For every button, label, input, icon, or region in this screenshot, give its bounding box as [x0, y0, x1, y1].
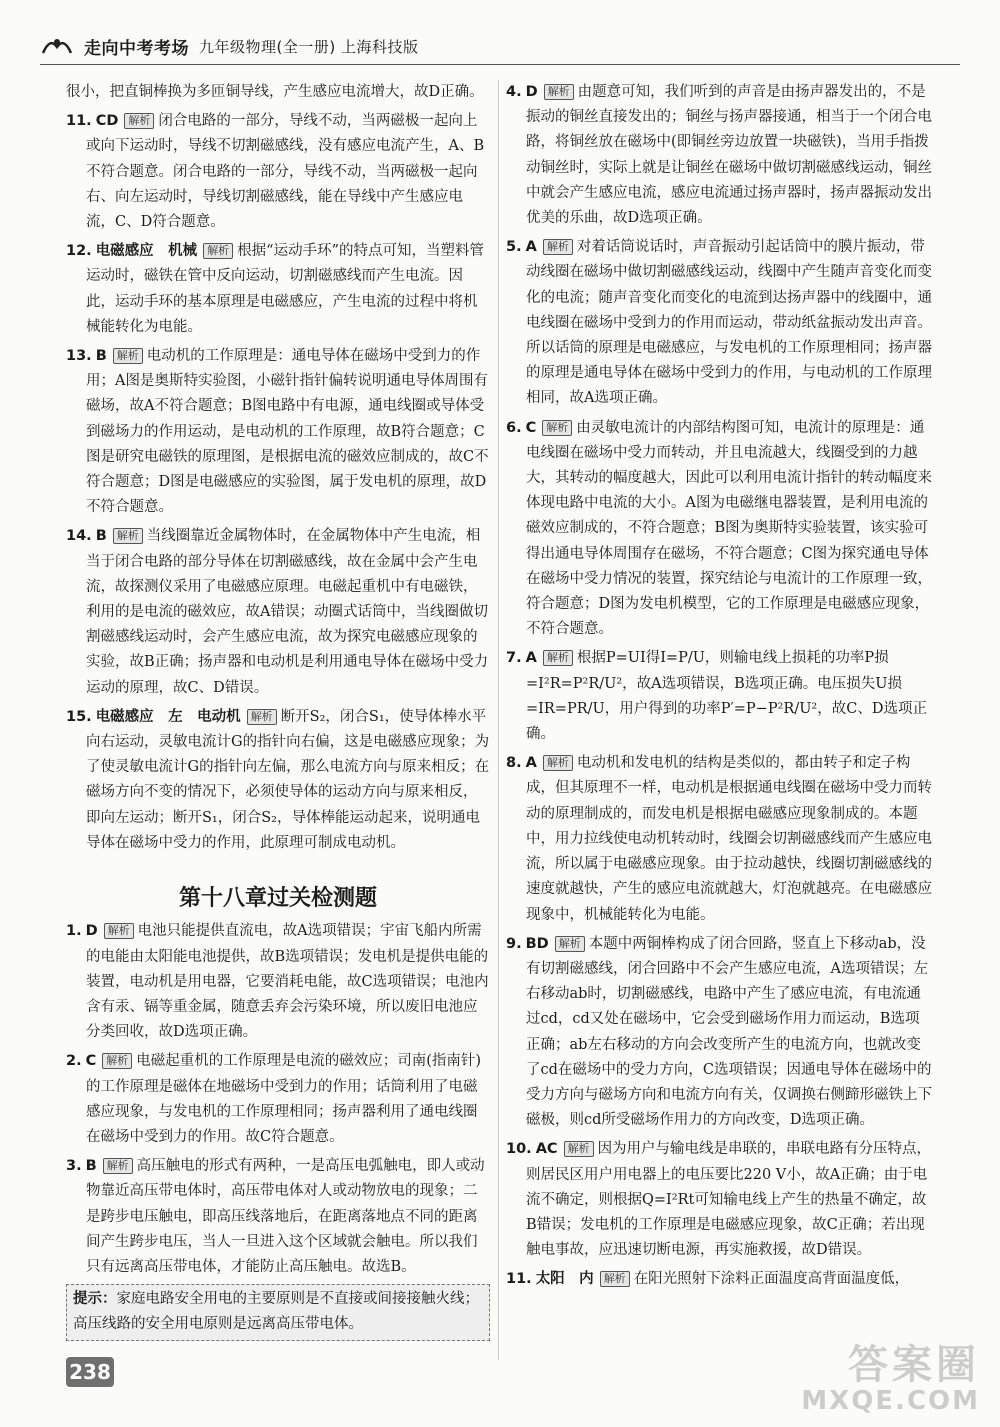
analysis-tag-icon: 解析 [247, 709, 277, 725]
tip-text: 家庭电路安全用电的主要原则是不直接或间接接触火线；高压线路的安全用电原则是远离高压带电体。 [73, 1291, 479, 1333]
question-number: 10. [506, 1141, 532, 1158]
question-number: 12. [66, 243, 92, 260]
header-subtitle: 九年级物理(全一册) 上海科技版 [199, 37, 419, 56]
answer-key: D [85, 923, 98, 940]
question-number: 6. [506, 419, 522, 436]
question-number: 9. [506, 935, 522, 952]
explanation-text: 因为用户与输电线是串联的，串联电路有分压特点，则居民区用户用电器上的电压要比220 V小，故A正确；由于电流不确定，则根据Q=I²Rt可知输电线上产生的热量不确定，故B错误；发电机的工作原理是电磁感应现象，故C正确；若出现触电事故，应迅速切断电源，再实施救援，故D错误。 [526, 1141, 932, 1259]
answer-item [506, 416, 932, 643]
explanation-text: 断开S₂，闭合S₁，使导体棒水平向右运动，灵敏电流计G的指针向右偏，这是电磁感应现象；为了使灵敏电流计G的指针向左偏，那么电流方向与原来相反；在磁场方向不变的情况下，必须使导体的运动方向与原来相反，即向左运动；断开S₁，闭合S₂，导体棒能运动起来，说明通电导体在磁场中受力的作用，此原理可制成电动机。 [86, 708, 490, 851]
explanation-text: 由灵敏电流计的内部结构图可知，电流计的原理是：通电线圈在磁场中受力而转动，并且电流越大，线圈受到的力越大，其转动的幅度越大，因此可以利用电流计指针的转动幅度来体现电路中电流的大小。A图为电磁继电器装置，是利用电流的磁效应制成的，不符合题意；B图为奥斯特实验装置，该实验可得出通电导体周围存在磁场，不符合题意；C图为探究通电导体在磁场中受力情况的装置，探究结论与电流计的工作原理一致，符合题意；D图为发电机模型，它的工作原理是电磁感应现象，不符合题意。 [526, 419, 932, 638]
answer-item [66, 1049, 490, 1150]
explanation-text: 根据P=UI得I=P/U，则输电线上损耗的功率P损=I²R=P²R/U²，故A选项错误，B选项正确。电压损失U损=IR=PR/U，用户得到的功率P′=P−P²R/U²，故C、D选项正确。 [526, 650, 927, 743]
explanation-text: 对着话筒说话时，声音振动引起话筒中的膜片振动，带动线圈在磁场中做切割磁感线运动，线圈中产生随声音变化而变化的电流；随声音变化而变化的电流到达扬声器中的线圈中，通电线圈在磁场中受到力的作用而运动，带动纸盆振动发出声音。所以话筒的原理是电磁感应，与发电机的工作原理相同；扬声器的原理是通电导体在磁场中受到力的作用，与电动机的工作原理相同，故A选项正确。 [526, 239, 932, 407]
answer-item [66, 1154, 490, 1280]
answer-key: AC [535, 1141, 558, 1158]
analysis-tag-icon: 解析 [600, 1271, 630, 1287]
tip-box [66, 1284, 490, 1340]
right-column [506, 80, 932, 1297]
analysis-tag-icon: 解析 [543, 650, 573, 666]
answer-item [506, 1267, 932, 1292]
answer-item [506, 751, 932, 927]
answer-key: 电磁感应 左 电动机 [95, 708, 241, 725]
explanation-text: 高压触电的形式有两种，一是高压电弧触电，即人或动物靠近高压带电体时，高压带电体对人或动物放电的现象；二是跨步电压触电，即高压线落地后，在距离落地点不同的距离间产生跨步电压，当人一旦进入这个区域就会触电。所以我们只有远离高压带电体，才能防止高压触电。故选B。 [86, 1158, 485, 1275]
analysis-tag-icon: 解析 [103, 1158, 133, 1174]
analysis-tag-icon: 解析 [542, 420, 572, 436]
question-number: 4. [506, 84, 522, 100]
answer-item [506, 646, 932, 747]
analysis-tag-icon: 解析 [113, 528, 143, 544]
explanation-text: 根据“运动手环”的特点可知，当塑料管运动时，磁铁在管中反向运动，切割磁感线而产生电流。因此，运动手环的基本原理是电磁感应，产生电流的过程中将机械能转化为电能。 [86, 243, 485, 335]
page-number: 238 [66, 1357, 114, 1387]
answer-item [66, 109, 490, 235]
answer-key: 电磁感应 机械 [95, 243, 198, 260]
analysis-tag-icon: 解析 [113, 348, 143, 364]
explanation-text: 电磁起重机的工作原理是电流的磁效应；司南(指南针)的工作原理是磁体在地磁场中受到力的作用；话筒利用了电磁感应现象，与发电机的工作原理相同；扬声器利用了通电线圈在磁场中受到力的作用。故C符合题意。 [86, 1053, 482, 1145]
explanation-text: 电动机和发电机的结构是类似的，都由转子和定子构成，但其原理不一样，电动机是根据通电线圈在磁场中受力而转动的原理制成的，而发电机是根据电磁感应现象制成的。本题中，用力拉线使电动机转动时，线圈会切割磁感线而产生感应电流，所以属于电磁感应现象。由于拉动越快，线圈切割磁感线的速度就越快，产生的感应电流就越大，灯泡就越亮。在电磁感应现象中，机械能转化为电能。 [526, 755, 932, 923]
analysis-tag-icon: 解析 [124, 113, 154, 129]
answer-item [506, 80, 932, 231]
answer-key: C [525, 419, 537, 436]
answer-item [66, 705, 490, 856]
answer-key: D [525, 84, 538, 100]
analysis-tag-icon: 解析 [564, 1141, 594, 1157]
answer-key: CD [95, 113, 119, 130]
analysis-tag-icon: 解析 [543, 239, 573, 255]
answer-key: B [85, 1158, 97, 1175]
answer-key: B [95, 348, 107, 365]
page-header [40, 28, 960, 65]
explanation-text: 电动机的工作原理是：通电导体在磁场中受到力的作用；A图是奥斯特实验图，小磁针指针偏转说明通电导体周围有磁场，故A不符合题意；B图电路中有电源，通电线圈或导体受到磁场力的作用运动，是电动机的工作原理，故B符合题意；C图是研究电磁铁的原理图，是根据电流的磁效应制成的，故C不符合题意；D图是电磁感应的实验图，属于发电机的原理，故D不符合题意。 [86, 348, 489, 516]
explanation-text: 由题意可知，我们听到的声音是由扬声器发出的，不是振动的铜丝直接发出的；铜丝与扬声器接通，相当于一个闭合电路，将铜丝放在磁场中(即铜丝旁边放置一块磁铁)，当用手指拨动铜丝时，实际上就是让铜丝在磁场中做切割磁感线运动，铜丝中就会产生感应电流，感应电流通过扬声器时，扬声器振动发出优美的乐曲，故D选项正确。 [526, 84, 932, 227]
analysis-tag-icon: 解析 [555, 936, 585, 952]
question-number: 8. [506, 755, 522, 772]
book-logo-icon [40, 33, 74, 59]
analysis-tag-icon: 解析 [203, 243, 233, 259]
header-brand: 走向中考考场 [84, 38, 189, 59]
question-number: 11. [506, 1271, 532, 1288]
answer-item [66, 344, 490, 520]
answer-key: A [525, 755, 537, 772]
analysis-tag-icon: 解析 [102, 1053, 132, 1069]
answer-item [506, 235, 932, 411]
analysis-tag-icon: 解析 [104, 923, 134, 939]
question-number: 13. [66, 348, 92, 365]
left-column [66, 80, 490, 1341]
answer-item [66, 524, 490, 700]
answer-key: 太阳 内 [535, 1271, 594, 1288]
answer-item [506, 1137, 932, 1263]
answer-key: A [525, 650, 537, 667]
tip-label: 提示： [73, 1291, 117, 1308]
explanation-text: 很小，把直铜棒换为多匝铜导线，产生感应电流增大，故D正确。 [66, 84, 484, 100]
answer-item [66, 239, 490, 340]
answer-key: B [95, 528, 107, 545]
answer-key: BD [525, 935, 549, 952]
answer-item [66, 919, 490, 1045]
question-number: 14. [66, 528, 92, 545]
question-number: 3. [66, 1158, 82, 1175]
question-number: 2. [66, 1053, 82, 1070]
explanation-text: 本题中两铜棒构成了闭合回路，竖直上下移动ab，没有切割磁感线，闭合回路中不会产生感应电流，A选项错误；左右移动ab时，切割磁感线，电路中产生了感应电流，有电流通过cd，cd又处在磁场中，它会受到磁场作用力而运动，B选项正确；ab左右移动的方向会改变所产生的电流方向，也就改变了cd在磁场中的受力方向，C选项错误；因通电导体在磁场中的受力方向与磁场方向和电流方向有关，仅调换右侧蹄形磁铁上下磁极，则cd所受磁场作用力的方向改变，D选项正确。 [526, 935, 932, 1129]
column-divider [498, 80, 499, 1360]
explanation-text: 当线圈靠近金属物体时，在金属物体中产生电流，相当于闭合电路的部分导体在切割磁感线，故在金属中会产生电流，故探测仪采用了电磁感应原理。电磁起重机中有电磁铁，利用的是电流的磁效应，故A错误；动圈式话筒中，当线圈做切割磁感线运动时，会产生感应电流，故为探究电磁感应现象的实验，故B正确；扬声器和电动机是利用通电导体在磁场中受力运动的原理，故C、D错误。 [86, 528, 489, 696]
question-number: 5. [506, 239, 522, 256]
answer-item [66, 80, 490, 105]
question-number: 1. [66, 923, 82, 940]
section-title: 第十八章过关检测题 [178, 886, 377, 912]
watermark-line1: 答案圈 [848, 1342, 980, 1388]
watermark-logo [801, 1343, 980, 1415]
question-number: 7. [506, 650, 522, 667]
watermark-line2: MXQE.COM [801, 1386, 980, 1416]
analysis-tag-icon: 解析 [544, 84, 574, 100]
explanation-text: 电池只能提供直流电，故A选项错误；宇宙飞船内所需的电能由太阳能电池提供，故B选项错误；发电机是提供电能的装置，电动机是用电器，它要消耗电能，故C选项错误；电池内含有汞、镉等重金属，随意丢弃会污染环境，所以废旧电池应分类回收，故D选项正确。 [86, 923, 489, 1041]
answer-key: A [525, 239, 537, 256]
answer-key: C [85, 1053, 97, 1070]
question-number: 15. [66, 708, 92, 725]
explanation-text: 在阳光照射下涂料正面温度高背面温度低， [633, 1271, 910, 1288]
explanation-text: 闭合电路的一部分，导线不动，当两磁极一起向上或向下运动时，导线不切割磁感线，没有感应电流产生，A、B不符合题意。闭合电路的一部分，导线不动，当两磁极一起向右、向左运动时，导线切割磁感线，能在导线中产生感应电流，C、D符合题意。 [86, 113, 485, 231]
question-number: 11. [66, 113, 92, 130]
answer-item [506, 932, 932, 1134]
analysis-tag-icon: 解析 [543, 755, 573, 771]
